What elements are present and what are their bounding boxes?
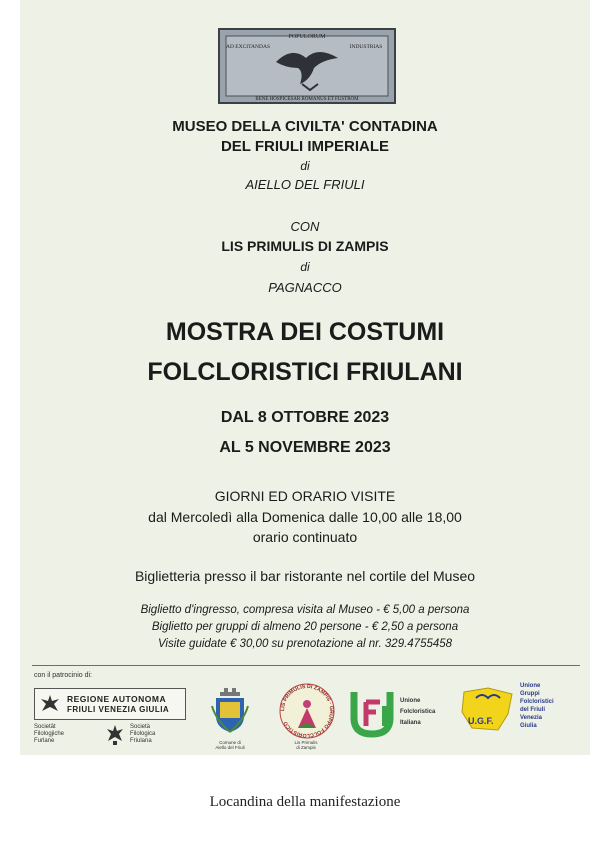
ugf-badge: U.G.F. [468, 716, 494, 726]
ugf-line2: Gruppi [520, 691, 540, 697]
ufi-line3: Italiana [400, 720, 421, 726]
emblem-top-text: POPULORUM [288, 34, 326, 40]
ugf-line5: Venezia [520, 715, 543, 721]
primulis-caption [276, 740, 336, 750]
schedule-heading: GIORNI ED ORARIO VISITE [214, 488, 396, 504]
schedule-note: orario continuato [252, 529, 358, 545]
comune-caption [200, 740, 260, 750]
ugf-line4: del Friuli [520, 707, 546, 713]
sfi-line3: Friulana [130, 738, 152, 744]
primulis-ring-text: LIS PRIMULIS DI ZAMPIS · GRUPPO FOLCLORISTICO [279, 683, 335, 739]
primulis-logo [278, 682, 336, 740]
sff-line3: Furlane [34, 738, 55, 744]
emblem-left-text: AD EXCITANDAS [225, 44, 271, 50]
comune-caption-line1: Comune di [219, 740, 241, 745]
date-to: AL 5 NOVEMBRE 2023 [219, 439, 391, 456]
sfi-line1: Società [130, 724, 151, 730]
primulis-caption-line1: Lis Primulis [294, 740, 318, 745]
ufi-text [400, 698, 435, 727]
comune-crest-icon [210, 686, 250, 738]
group-name: LIS PRIMULIS DI ZAMPIS [221, 238, 389, 254]
footer-divider [32, 665, 580, 666]
patronage-label: con il patrocinio di: [34, 672, 92, 679]
sff-line2: Filologjiche [34, 731, 65, 737]
regione-fvg-logo [34, 688, 186, 720]
sff-logo [34, 724, 64, 745]
ugf-logo [458, 684, 518, 736]
price-line-1: Biglietto d'ingresso, compresa visita al Museo - € 5,00 a persona [140, 604, 470, 616]
sfi-line2: Filologica [130, 731, 156, 737]
exhibition-title-line2: FOLCLORISTICI FRIULANI [147, 358, 463, 386]
museum-name-line2: DEL FRIULI IMPERIALE [220, 138, 390, 155]
ugf-text [520, 682, 554, 730]
ticket-office: Biglietteria presso il bar ristorante nel cortile del Museo [134, 568, 476, 584]
exhibition-title-line1: MOSTRA DEI COSTUMI [165, 318, 445, 346]
price-line-2: Biglietto per gruppi di almeno 20 persone - € 2,50 a persona [151, 621, 459, 633]
sff-line1: Societât [34, 724, 56, 730]
con-label: CON [290, 219, 320, 234]
ufi-logo-icon [350, 688, 396, 738]
ugf-line6: Giulia [520, 723, 537, 729]
museum-emblem [218, 28, 396, 104]
group-town: PAGNACCO [268, 280, 342, 295]
ufi-line1: Unione [400, 698, 421, 704]
ugf-line3: Folcloristici [520, 699, 554, 705]
primulis-caption-line2: di Zampis [296, 745, 316, 750]
poster [20, 0, 590, 755]
region-line1: REGIONE AUTONOMA [67, 694, 167, 704]
emblem-right-text: INDUSTRIAS [349, 44, 383, 50]
comune-caption-line2: Aiello del Friuli [215, 745, 245, 750]
date-from: DAL 8 OTTOBRE 2023 [220, 409, 390, 426]
di-label: di [300, 159, 310, 173]
figure-caption: Locandina della manifestazione [209, 794, 401, 810]
region-line2: FRIULI VENEZIA GIULIA [67, 705, 170, 714]
museum-name-line1: MUSEO DELLA CIVILTA' CONTADINA [172, 118, 438, 135]
sfi-logo [130, 724, 155, 745]
schedule-days: dal Mercoledì alla Domenica dalle 10,00 alle 18,00 [148, 509, 462, 525]
eagle-icon [39, 693, 61, 715]
emblem-bottom-text: BENE HOSPICESAR ROMANUS ET FUSTROM [255, 97, 359, 102]
di-label-2: di [300, 260, 310, 274]
ugf-map-icon [458, 684, 518, 736]
price-line-3: Visite guidate € 30,00 su prenotazione al nr. 329.4755458 [157, 638, 453, 650]
museum-town: AIELLO DEL FRIULI [245, 177, 365, 192]
ufi-line2: Folcloristica [400, 709, 436, 715]
eagle-icon [106, 724, 124, 746]
ugf-line1: Unione [520, 683, 541, 689]
